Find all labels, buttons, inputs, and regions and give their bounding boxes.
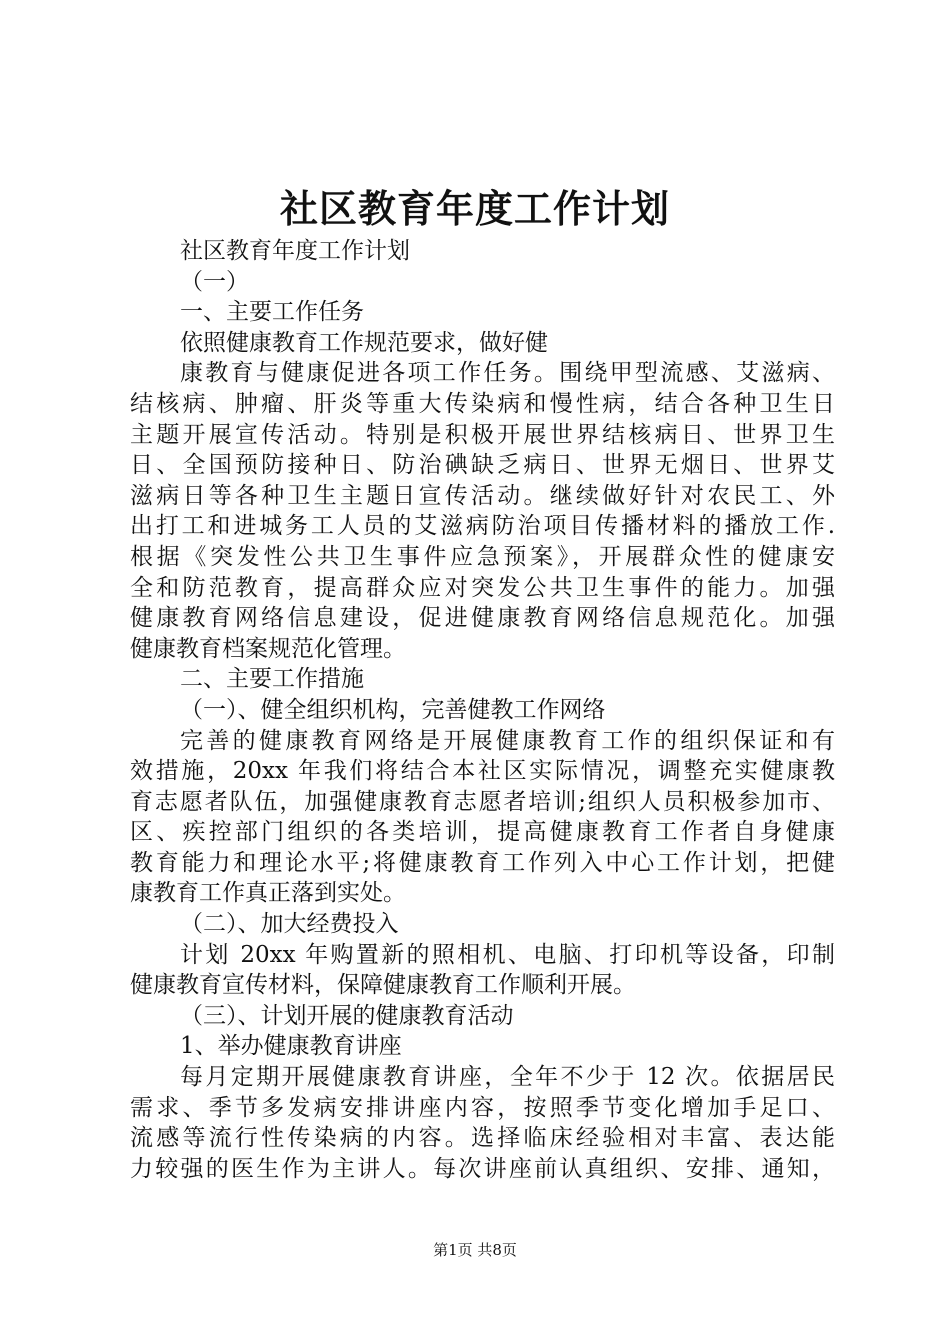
body-text-line: 主题开展宣传活动。特别是积极开展世界结核病日、世界卫生 bbox=[130, 421, 835, 448]
body-text-line: 日、全国预防接种日、防治碘缺乏病日、世界无烟日、世界艾 bbox=[130, 452, 835, 479]
body-text-line: 依照健康教育工作规范要求，做好健 bbox=[180, 329, 548, 356]
body-text-line: 需求、季节多发病安排讲座内容，按照季节变化增加手足口、 bbox=[130, 1094, 835, 1121]
body-text-line: 健康教育档案规范化管理。 bbox=[130, 635, 406, 662]
body-text-line: （三）、计划开展的健康教育活动 bbox=[180, 1002, 514, 1029]
body-text-line: 滋病日等各种卫生主题日宣传活动。继续做好针对农民工、外 bbox=[130, 482, 835, 509]
body-text-line: （一） bbox=[180, 268, 249, 295]
body-text-line: 流感等流行性传染病的内容。选择临床经验相对丰富、表达能 bbox=[130, 1125, 835, 1152]
body-text-line: 教育能力和理论水平;将健康教育工作列入中心工作计划，把健 bbox=[130, 849, 835, 876]
body-text-line: 结核病、肿瘤、肝炎等重大传染病和慢性病，结合各种卫生日 bbox=[130, 390, 835, 417]
body-text-line: 一、主要工作任务 bbox=[180, 299, 364, 326]
body-text-line: 效措施，20xx 年我们将结合本社区实际情况，调整充实健康教 bbox=[130, 758, 835, 785]
body-text-line: 力较强的医生作为主讲人。每次讲座前认真组织、安排、通知， bbox=[130, 1155, 835, 1182]
body-text-line: 健康教育宣传材料，保障健康教育工作顺利开展。 bbox=[130, 972, 636, 999]
body-text-line: 根据《突发性公共卫生事件应急预案》，开展群众性的健康安 bbox=[130, 543, 835, 570]
page-footer: 第1页 共8页 bbox=[433, 1241, 517, 1259]
body-text-line: 出打工和进城务工人员的艾滋病防治项目传播材料的播放工作. bbox=[130, 513, 835, 540]
body-text-line: 二、主要工作措施 bbox=[180, 666, 364, 693]
body-text-line: （一）、健全组织机构，完善健教工作网络 bbox=[180, 696, 606, 723]
body-text-line: 每月定期开展健康教育讲座，全年不少于 12 次。依据居民 bbox=[180, 1064, 835, 1091]
document-title: 社区教育年度工作计划 bbox=[279, 186, 670, 231]
body-text-line: 区、疾控部门组织的各类培训，提高健康教育工作者自身健康 bbox=[130, 819, 835, 846]
body-text-line: 育志愿者队伍，加强健康教育志愿者培训;组织人员积极参加市、 bbox=[130, 788, 835, 815]
body-text-line: 完善的健康教育网络是开展健康教育工作的组织保证和有 bbox=[180, 727, 835, 754]
body-text-line: 康教育与健康促进各项工作任务。围绕甲型流感、艾滋病、 bbox=[180, 360, 835, 387]
body-text-line: 社区教育年度工作计划 bbox=[180, 238, 410, 264]
body-text-line: 1、举办健康教育讲座 bbox=[180, 1033, 402, 1060]
document-body bbox=[130, 236, 835, 1184]
body-text-line: 健康教育网络信息建设，促进健康教育网络信息规范化。加强 bbox=[130, 605, 835, 632]
body-text-line: 全和防范教育，提高群众应对突发公共卫生事件的能力。加强 bbox=[130, 574, 835, 601]
body-text-line: 计划 20xx 年购置新的照相机、电脑、打印机等设备，印制 bbox=[180, 941, 835, 968]
body-text-line: （二）、加大经费投入 bbox=[180, 911, 399, 938]
body-text-line: 康教育工作真正落到实处。 bbox=[130, 880, 406, 907]
